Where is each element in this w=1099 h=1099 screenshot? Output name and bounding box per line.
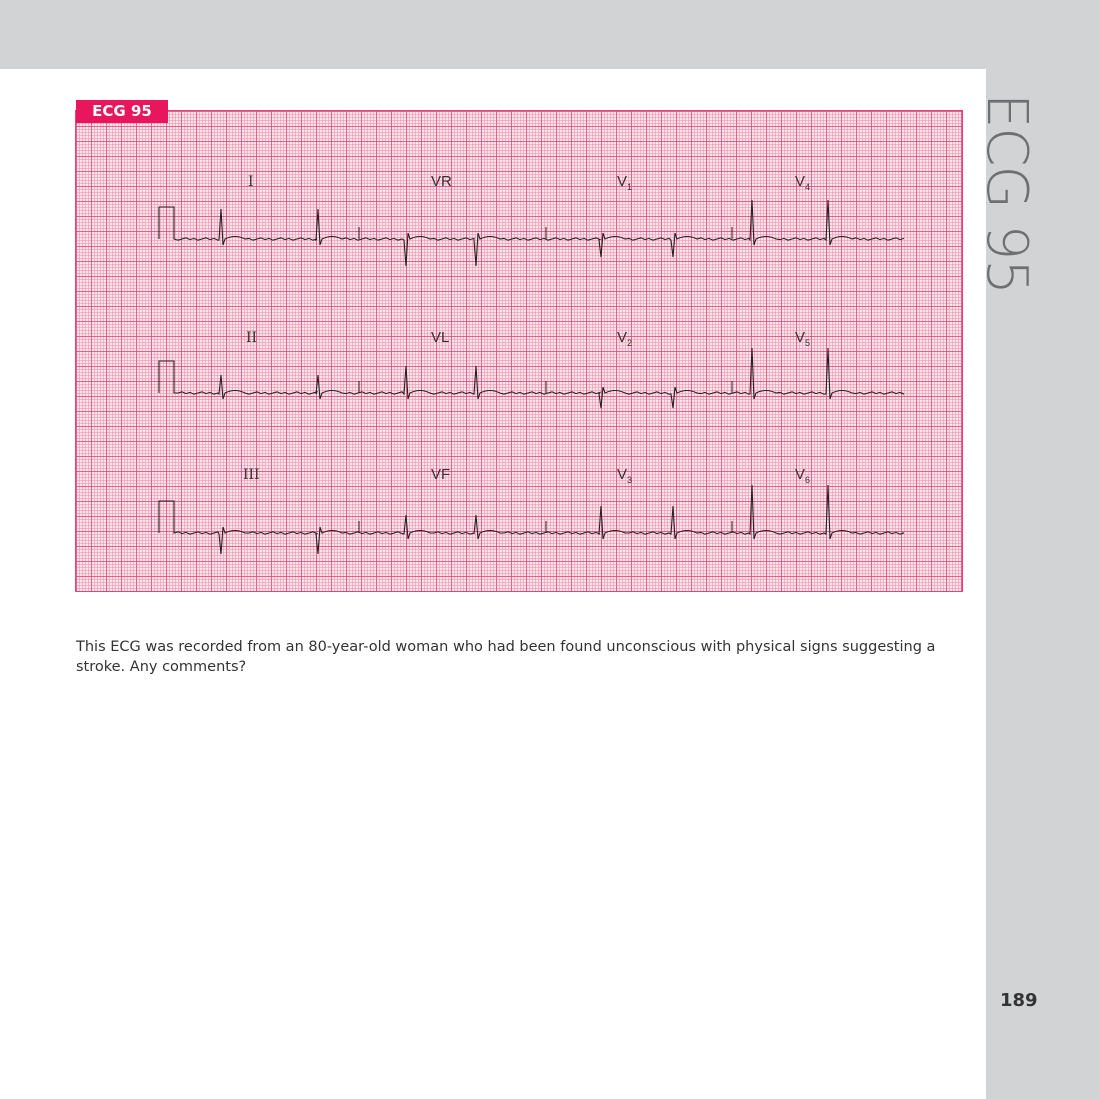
- lead-label-vf: VF: [431, 466, 451, 483]
- top-band: [0, 0, 1099, 69]
- lead-label-v3: $V_3$: [617, 466, 633, 485]
- lead-label-vr: VR: [431, 173, 452, 190]
- case-question: This ECG was recorded from an 80-year-old woman who had been found unconscious with physical signs suggesting a stroke. Any comments?: [76, 638, 936, 675]
- lead-label-v1: $V_1$: [617, 173, 633, 192]
- lead-label-iii: III: [243, 467, 260, 483]
- side-title: ECG 95: [974, 93, 1039, 294]
- lead-label-v5: $V_5$: [795, 329, 811, 348]
- lead-label-v4: $V_4$: [795, 173, 811, 192]
- lead-label-ii: II: [246, 330, 258, 346]
- ecg-trace-row-1: [159, 200, 904, 266]
- ecg-trace-row-2: [159, 348, 904, 408]
- ecg-trace-row-3: [159, 485, 904, 554]
- ecg-traces: [76, 111, 964, 593]
- ecg-strip: [75, 110, 963, 592]
- page-number: 189: [1000, 990, 1038, 1011]
- lead-label-vl: VL: [431, 329, 450, 346]
- lead-label-i: I: [248, 174, 254, 190]
- ecg-number-tag: ECG 95: [76, 100, 168, 123]
- lead-label-v6: $V_6$: [795, 466, 811, 485]
- lead-label-v2: $V_2$: [617, 329, 633, 348]
